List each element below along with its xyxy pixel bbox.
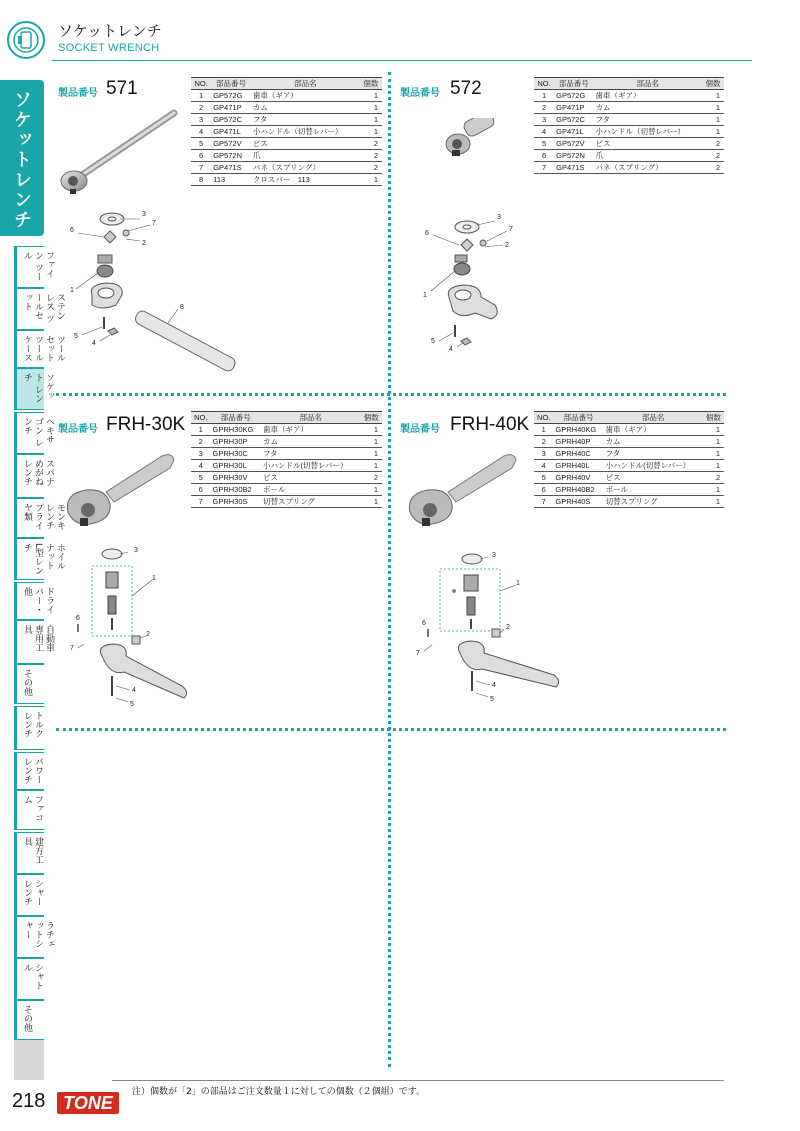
table-row: 6 GPRH40B2 ボール 1 <box>534 484 724 496</box>
label-1: 1 <box>516 580 520 587</box>
product-no-label: 製品番号 <box>400 88 440 99</box>
sidebar-tab-other[interactable]: その他 <box>14 664 44 704</box>
sidebar-tab-monkey-wrench[interactable]: モンキレンチ プライヤ類 <box>14 498 44 538</box>
ratchet-frh-40k-photo <box>404 448 524 538</box>
horizontal-divider-1 <box>56 393 726 396</box>
table-row: 1 GP572G 歯車（ギア） 1 <box>534 90 724 102</box>
col-no: NO. <box>191 78 211 90</box>
sidebar-tab-construction[interactable]: 建方工具 <box>14 832 44 874</box>
label-6: 6 <box>425 230 429 237</box>
table-row: 5 GP572V ビス 2 <box>534 138 724 150</box>
label-3: 3 <box>497 214 501 221</box>
col-part-no: 部品番号 <box>553 412 603 424</box>
col-qty: 個数 <box>702 78 724 90</box>
footer-rule <box>112 1080 724 1081</box>
table-row: 8 113 クロスバー 113 1 <box>191 174 382 186</box>
sidebar-tab-stainless[interactable]: ステンレス ツールセット <box>14 288 44 330</box>
table-row: 4 GPRH40L 小ハンドル(切替レバー） 1 <box>534 460 724 472</box>
sidebar-tab-hexagon[interactable]: ヘキサゴン レンチ <box>14 412 44 454</box>
socket-wrench-category-icon <box>6 20 46 60</box>
ratchet-571-photo <box>56 105 186 200</box>
sidebar-tab-spanner[interactable]: スパナ めがねレンチ <box>14 454 44 498</box>
table-row: 1 GPRH30KG 歯車（ギア） 1 <box>191 424 382 436</box>
label-3: 3 <box>134 547 138 554</box>
col-qty: 個数 <box>703 412 724 424</box>
col-part-no: 部品番号 <box>554 78 593 90</box>
tone-brand-logo: TONE <box>57 1092 119 1114</box>
table-row: 5 GPRH40V ビス 2 <box>534 472 724 484</box>
label-8: 8 <box>180 304 184 311</box>
label-7: 7 <box>416 650 420 657</box>
sidebar-tab-toolset[interactable]: ツールセット ツールケース <box>14 330 44 368</box>
table-row: 3 GP572C フタ 1 <box>191 114 382 126</box>
label-6: 6 <box>70 227 74 234</box>
table-row: 5 GPRH30V ビス 2 <box>191 472 382 484</box>
product-no-label: 製品番号 <box>58 424 98 435</box>
label-7: 7 <box>152 220 156 227</box>
sidebar-tab-torque-wrench[interactable]: トルクレンチ <box>14 706 44 750</box>
label-5: 5 <box>490 696 494 703</box>
table-row: 3 GPRH30C フタ 1 <box>191 448 382 460</box>
sidebar-tab-driver[interactable]: ドライバー・他 <box>14 582 44 620</box>
model-number: 571 <box>106 78 138 99</box>
horizontal-divider-2 <box>56 728 726 731</box>
label-3: 3 <box>142 211 146 218</box>
sidebar-tab-socket-wrench[interactable]: ソケット レンチ <box>14 368 44 410</box>
label-7: 7 <box>70 645 74 652</box>
label-4: 4 <box>132 687 136 694</box>
model-number: FRH-40K <box>450 414 530 435</box>
col-no: NO. <box>191 412 211 424</box>
table-row: 2 GP471P カム 1 <box>191 102 382 114</box>
label-1: 1 <box>152 575 156 582</box>
exploded-diagram-571 <box>60 205 260 385</box>
sidebar-tab-automotive[interactable]: 自動車 専用工具 <box>14 620 44 664</box>
col-qty: 個数 <box>361 412 382 424</box>
label-2: 2 <box>505 242 509 249</box>
product-no-label: 製品番号 <box>58 88 98 99</box>
label-5: 5 <box>431 338 435 345</box>
label-2: 2 <box>146 631 150 638</box>
col-part-name: 部品名 <box>251 78 360 90</box>
col-no: NO. <box>534 412 553 424</box>
page-title: ソケットレンチ <box>58 22 162 40</box>
table-row: 6 GP572N 爪 2 <box>191 150 382 162</box>
sidebar-tab-shuttle[interactable]: シャトル <box>14 958 44 1000</box>
label-5: 5 <box>74 333 78 340</box>
header-rule <box>52 60 752 61</box>
col-part-no: 部品番号 <box>211 412 261 424</box>
table-row: 2 GPRH40P カム 1 <box>534 436 724 448</box>
footer-note: 注）個数が「2」の部品はご注文数量１に対しての個数（２個組）です。 <box>132 1087 426 1097</box>
parts-table-571 <box>191 77 382 186</box>
vertical-divider <box>388 72 391 1067</box>
col-part-name: 部品名 <box>604 412 703 424</box>
table-row: 5 GP572V ビス 2 <box>191 138 382 150</box>
ratchet-frh-30k-photo <box>62 448 182 538</box>
label-4: 4 <box>92 340 96 347</box>
label-1: 1 <box>70 287 74 294</box>
page-number: 218 <box>12 1090 46 1112</box>
col-part-name: 部品名 <box>594 78 702 90</box>
table-row: 7 GP471S バネ（スプリング） 2 <box>191 162 382 174</box>
exploded-diagram-frh-30k <box>66 540 196 710</box>
sidebar-main-label: ソケットレンチ <box>11 90 32 230</box>
sidebar-tab-power-wrench[interactable]: パワーレンチ <box>14 752 44 790</box>
exploded-diagram-572 <box>405 205 535 355</box>
label-6: 6 <box>422 620 426 627</box>
sidebar-filler <box>14 1040 44 1080</box>
table-row: 4 GP471L 小ハンドル（切替レバー） 1 <box>534 126 724 138</box>
sidebar-tab-shear-wrench[interactable]: シャーレンチ <box>14 874 44 916</box>
label-4: 4 <box>492 682 496 689</box>
model-number: FRH-30K <box>106 414 186 435</box>
table-row: 6 GPRH30B2 ボール 1 <box>191 484 382 496</box>
col-no: NO. <box>534 78 554 90</box>
label-2: 2 <box>506 624 510 631</box>
model-number: 572 <box>450 78 482 99</box>
sidebar-tab-wheel-nut[interactable]: ホイルナット L型レンチ <box>14 538 44 580</box>
sidebar-tab-other-2[interactable]: その他 <box>14 1000 44 1040</box>
sidebar-tab-fine-tool[interactable]: ファイン ツール <box>14 246 44 288</box>
table-row: 1 GPRH40KG 歯車（ギア） 1 <box>534 424 724 436</box>
parts-table-frh-30k <box>191 411 382 508</box>
product-no-label: 製品番号 <box>400 424 440 435</box>
page-subtitle: SOCKET WRENCH <box>58 42 160 54</box>
label-2: 2 <box>142 240 146 247</box>
table-row: 7 GPRH30S 切替スプリング 1 <box>191 496 382 508</box>
exploded-diagram-frh-40k <box>410 545 580 715</box>
label-6: 6 <box>76 615 80 622</box>
label-7: 7 <box>509 226 513 233</box>
parts-table-572 <box>534 77 724 174</box>
table-row: 3 GP572C フタ 1 <box>534 114 724 126</box>
col-part-no: 部品番号 <box>211 78 251 90</box>
table-row: 2 GPRH30P カム 1 <box>191 436 382 448</box>
sidebar-tab-ratchet-shear[interactable]: ラチェットシャー <box>14 916 44 958</box>
table-row: 4 GPRH30L 小ハンドル(切替レバー） 1 <box>191 460 382 472</box>
table-row: 7 GPRH40S 切替スプリング 1 <box>534 496 724 508</box>
col-qty: 個数 <box>360 78 382 90</box>
parts-table-frh-40k <box>534 411 724 508</box>
ratchet-572-photo <box>440 118 500 163</box>
table-row: 6 GP572N 爪 2 <box>534 150 724 162</box>
label-1: 1 <box>423 292 427 299</box>
sidebar-tab-facom[interactable]: ファコム <box>14 790 44 830</box>
label-3: 3 <box>492 552 496 559</box>
table-row: 4 GP471L 小ハンドル（切替レバー） 1 <box>191 126 382 138</box>
table-row: 1 GP572G 歯車（ギア） 1 <box>191 90 382 102</box>
label-5: 5 <box>130 701 134 708</box>
label-4: 4 <box>449 346 453 353</box>
col-part-name: 部品名 <box>261 412 361 424</box>
table-row: 2 GP471P カム 1 <box>534 102 724 114</box>
table-row: 3 GPRH40C フタ 1 <box>534 448 724 460</box>
table-row: 7 GP471S バネ（スプリング） 2 <box>534 162 724 174</box>
